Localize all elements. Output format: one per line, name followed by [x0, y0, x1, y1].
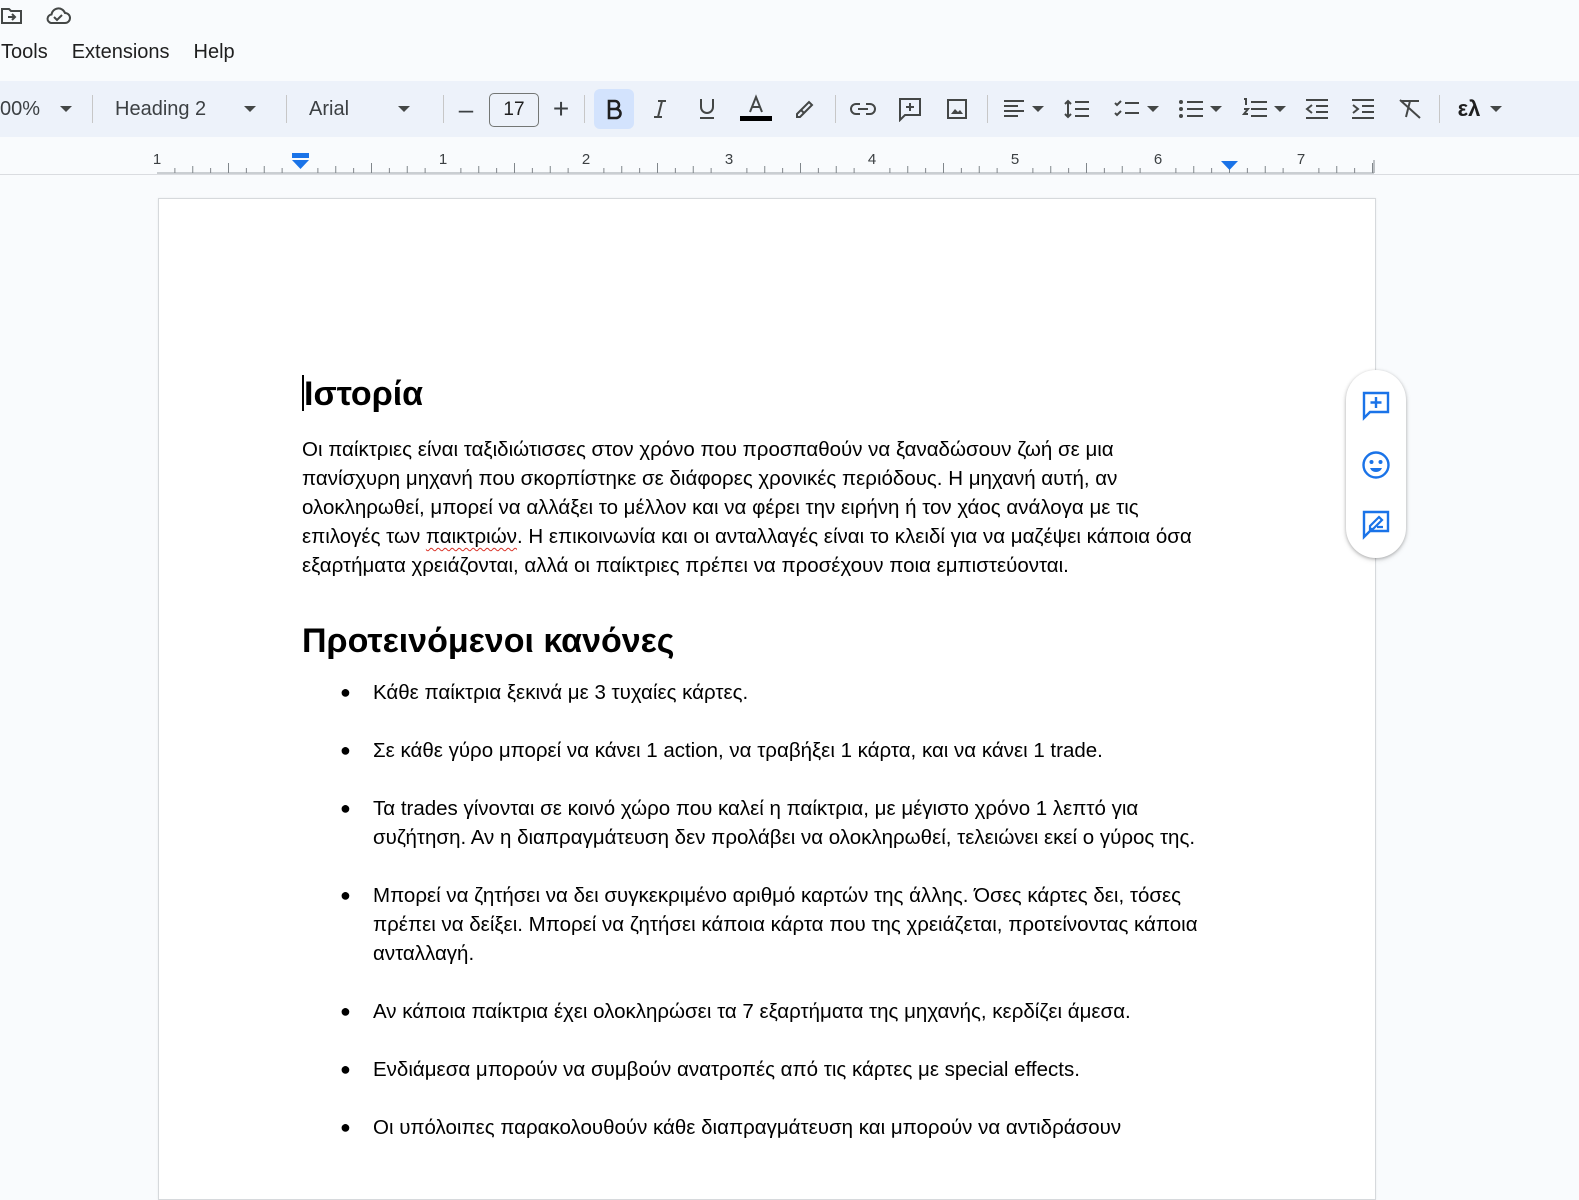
align-left-icon — [1002, 98, 1026, 120]
line-spacing-icon — [1063, 97, 1091, 121]
add-comment-icon — [1360, 389, 1392, 421]
rules-list[interactable] — [302, 678, 1212, 1142]
increase-font-size-button[interactable] — [541, 89, 581, 129]
ruler-label: 6 — [1153, 151, 1163, 168]
paragraph-style-value: Heading 2 — [115, 97, 207, 120]
add-comment-button[interactable] — [890, 89, 930, 129]
bulleted-list-icon — [1178, 98, 1204, 120]
paragraph-history[interactable] — [302, 435, 1212, 580]
image-icon — [945, 97, 969, 121]
list-item[interactable] — [302, 794, 1212, 852]
line-spacing-button[interactable] — [1057, 89, 1097, 129]
list-item-text: Κάθε παίκτρια ξεκινά με 3 τυχαίες κάρτες. — [373, 681, 749, 704]
link-icon — [849, 99, 877, 119]
list-item[interactable] — [302, 1113, 1212, 1142]
ruler-label: 7 — [1296, 151, 1306, 168]
menu-bar — [0, 36, 247, 66]
left-indent-marker-icon — [292, 153, 309, 169]
toolbar-divider — [584, 95, 585, 123]
toolbar-divider — [92, 95, 93, 123]
insert-link-button[interactable] — [843, 89, 883, 129]
underline-icon — [696, 97, 718, 121]
move-to-folder-icon[interactable] — [0, 4, 24, 33]
bulleted-list-button[interactable] — [1170, 89, 1230, 129]
chevron-down-icon — [244, 106, 256, 112]
numbered-list-icon — [1242, 97, 1268, 121]
toolbar-divider — [987, 95, 988, 123]
horizontal-ruler[interactable] — [0, 140, 1579, 175]
list-item-text: Τα trades γίνονται σε κοινό χώρο που καλεί η παίκτρια, με μέγιστο χρόνο 1 λεπτό για συζήτηση. Αν η διαπραγμάτευση δεν προλάβει να ολοκληρωθεί, τελειώνει εκεί ο γύρος της. — [373, 797, 1196, 849]
toolbar — [0, 81, 1579, 137]
decrease-indent-icon — [1304, 98, 1330, 120]
highlighter-icon — [792, 97, 816, 121]
list-item-text: Μπορεί να ζητήσει να δει συγκεκριμένο αριθμό καρτών της άλλης. Όσες κάρτες δει, τόσες πρέπει να δείξει. Μπορεί να ζητήσει κάποια κάρτα που της χρειάζεται, προτείνοντας κάποια ανταλλαγή. — [373, 884, 1198, 965]
decrease-indent-button[interactable] — [1297, 89, 1337, 129]
clear-formatting-button[interactable] — [1390, 89, 1430, 129]
list-item-text: Ενδιάμεσα μπορούν να συμβούν ανατροπές από τις κάρτες με special effects. — [373, 1058, 1080, 1081]
ruler-label: 3 — [724, 151, 734, 168]
bullet-icon: ● — [340, 740, 351, 760]
chevron-down-icon — [1147, 106, 1159, 112]
highlight-color-button[interactable] — [784, 89, 824, 129]
list-item-text: Σε κάθε γύρο μπορεί να κάνει 1 action, να τραβήξει 1 κάρτα, και να κάνει 1 trade. — [373, 739, 1103, 762]
chevron-down-icon — [1274, 106, 1286, 112]
text-color-button[interactable] — [736, 89, 776, 129]
suggest-edit-icon — [1360, 508, 1392, 540]
suggest-edits-button[interactable] — [1360, 508, 1392, 540]
paragraph-text: . Η επικοινωνία και οι ανταλλαγές είναι το κλειδί για να μαζέψει κάποια όσα εξαρτήματα χρειάζονται, αλλά οι παίκτριες πρέπει να προσέχουν ποια εμπιστεύονται. — [302, 525, 1192, 577]
ruler-label: 1 — [152, 151, 162, 168]
document-body[interactable] — [302, 371, 1212, 1171]
bullet-icon: ● — [340, 798, 351, 818]
toolbar-divider — [1439, 95, 1440, 123]
ruler-label: 2 — [581, 151, 591, 168]
toolbar-divider — [286, 95, 287, 123]
increase-indent-button[interactable] — [1343, 89, 1383, 129]
right-indent-marker-icon — [1221, 161, 1238, 170]
toolbar-divider — [443, 95, 444, 123]
font-select[interactable] — [309, 81, 410, 137]
zoom-select[interactable] — [0, 81, 72, 137]
list-item[interactable] — [302, 1055, 1212, 1084]
italic-button[interactable] — [640, 89, 680, 129]
add-emoji-reaction-button[interactable] — [1360, 449, 1392, 481]
clear-formatting-icon — [1397, 97, 1423, 121]
list-item[interactable] — [302, 881, 1212, 968]
add-comment-side-button[interactable] — [1360, 389, 1392, 421]
bullet-icon: ● — [340, 1117, 351, 1137]
font-size-input[interactable]: 17 — [489, 93, 539, 127]
text-color-icon — [738, 94, 774, 124]
misspelled-word[interactable]: παικτριών — [425, 525, 517, 548]
bold-icon — [604, 98, 624, 120]
ruler-label: 1 — [438, 151, 448, 168]
checklist-button[interactable] — [1106, 89, 1166, 129]
numbered-list-button[interactable] — [1234, 89, 1294, 129]
list-item-text: Αν κάποια παίκτρια έχει ολοκληρώσει τα 7 εξαρτήματα της μηχανής, κερδίζει άμεσα. — [373, 1000, 1131, 1023]
font-value: Arial — [309, 97, 350, 120]
input-tools-button[interactable] — [1448, 89, 1512, 129]
chevron-down-icon — [1210, 106, 1222, 112]
heading-history-text: Ιστορία — [304, 375, 424, 413]
menu-tools[interactable]: Tools — [1, 41, 48, 63]
chevron-down-icon — [1490, 106, 1502, 112]
increase-indent-icon — [1350, 98, 1376, 120]
ruler-label: 5 — [1010, 151, 1020, 168]
paragraph-style-select[interactable] — [115, 81, 256, 137]
chevron-down-icon — [60, 106, 72, 112]
menu-help[interactable]: Help — [193, 41, 235, 63]
cloud-saved-icon[interactable] — [44, 4, 72, 33]
bold-button[interactable] — [594, 89, 634, 129]
italic-icon — [650, 98, 670, 120]
minus-icon: – — [458, 93, 474, 124]
menu-extensions[interactable]: Extensions — [71, 41, 170, 63]
toolbar-divider — [835, 95, 836, 123]
heading-rules[interactable]: Προτεινόμενοι κανόνες — [302, 622, 675, 660]
underline-button[interactable] — [687, 89, 727, 129]
chevron-down-icon — [398, 106, 410, 112]
bullet-icon: ● — [340, 885, 351, 905]
insert-image-button[interactable] — [937, 89, 977, 129]
ruler-scale — [0, 140, 1579, 174]
decrease-font-size-button[interactable] — [446, 89, 486, 129]
align-button[interactable] — [995, 89, 1051, 129]
list-item[interactable] — [302, 997, 1212, 1026]
list-item[interactable] — [302, 678, 1212, 707]
heading-history[interactable] — [302, 371, 1212, 417]
zoom-value: 00% — [0, 97, 41, 120]
checklist-icon — [1113, 98, 1141, 120]
document-page[interactable] — [158, 198, 1376, 1200]
floating-action-panel — [1346, 370, 1406, 558]
bullet-icon: ● — [340, 1001, 351, 1021]
chevron-down-icon — [1032, 106, 1044, 112]
ruler-label: 4 — [867, 151, 877, 168]
list-item-text: Οι υπόλοιπες παρακολουθούν κάθε διαπραγμάτευση και μπορούν να αντιδράσουν — [373, 1116, 1122, 1139]
add-comment-icon — [897, 96, 923, 122]
bullet-icon: ● — [340, 682, 351, 702]
plus-icon: + — [552, 93, 570, 124]
input-tools-label: ελ — [1457, 96, 1481, 121]
bullet-icon: ● — [340, 1059, 351, 1079]
paragraph-text: Οι παίκτριες είναι ταξιδιώτισσες στον χρόνο που προσπαθούν να ξαναδώσουν ζωή σε μια πανίσχυρη μηχανή που σκορπίστηκε σε διάφορες χρονικές περιόδους. Η μηχανή αυτή, αν ολοκληρωθεί, μπορεί να αλλάξει το μέλλον και να φέρει την ειρήνη ή τον χάος ανάλογα με τις επιλογές των — [302, 438, 1139, 548]
emoji-icon — [1360, 449, 1392, 481]
list-item[interactable] — [302, 736, 1212, 765]
